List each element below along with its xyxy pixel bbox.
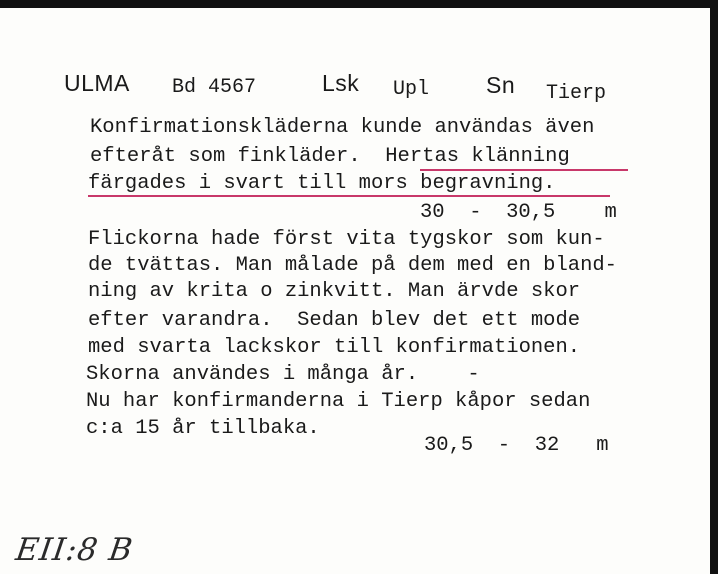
socken-label: Sn	[486, 72, 516, 98]
text-line: de tvättas. Man målade på dem med en bland-	[88, 254, 617, 277]
highlight-underline	[420, 169, 628, 171]
text-line: med svarta lackskor till konfirmationen.	[88, 336, 581, 359]
scan-edge-top	[0, 0, 718, 8]
card-header	[0, 66, 718, 106]
text-line: färgades i svart till mors begravning.	[88, 172, 556, 195]
text-line: Konfirmationskläderna kunde användas även	[90, 116, 595, 139]
text-line: c:a 15 år tillbaka.	[86, 417, 320, 440]
text-line: Nu har konfirmanderna i Tierp kåpor sedan	[86, 390, 591, 413]
height-range: 30 - 30,5 m	[420, 201, 617, 224]
text-line: Skorna användes i många år. -	[86, 363, 480, 386]
height-range: 30,5 - 32 m	[424, 434, 609, 457]
text-line: Flickorna hade först vita tygskor som kun-	[88, 228, 605, 251]
archive-code: ULMA	[64, 70, 130, 96]
record-number: Bd 4567	[172, 76, 257, 99]
highlight-underline	[88, 195, 610, 197]
landskap-label: Lsk	[322, 70, 360, 96]
socken-value: Tierp	[546, 82, 607, 105]
landskap-value: Upl	[393, 78, 430, 101]
text-line: efter varandra. Sedan blev det ett mode	[88, 309, 581, 332]
text-line: efteråt som finkläder. Hertas klänning	[90, 145, 570, 168]
text-line: ning av krita o zinkvitt. Man ärvde skor	[88, 280, 581, 303]
archive-signature: EII:8 B	[13, 532, 136, 568]
